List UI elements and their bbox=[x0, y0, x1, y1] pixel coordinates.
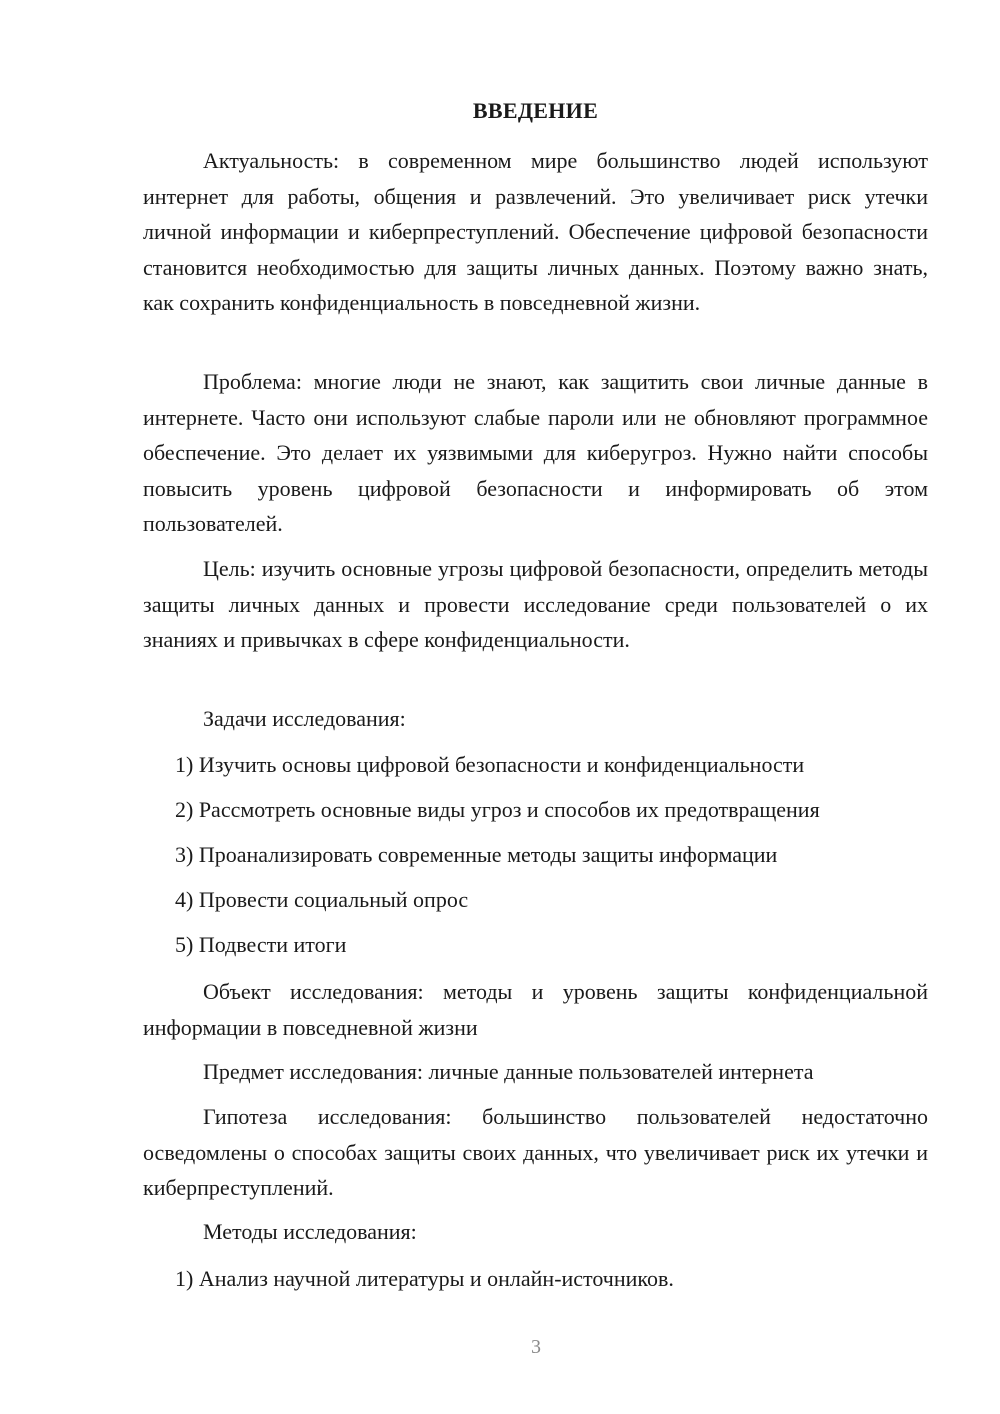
list-item: 5) Подвести итоги bbox=[175, 932, 347, 957]
section-title: ВВЕДЕНИЕ bbox=[472, 98, 599, 123]
list-item: 2) Рассмотреть основные виды угроз и способов их предотвращения bbox=[175, 797, 820, 822]
list-item: 1) Изучить основы цифровой безопасности и конфиденциальности bbox=[175, 752, 805, 777]
list-item: 3) Проанализировать современные методы защиты информации bbox=[175, 842, 778, 867]
relevance-paragraph: Актуальность: в современном мире большинство людей используют интернет для работы, общения и развлечений. Это увеличивает риск утечки личной информации и киберпреступлений. Обеспечение цифровой безопасности становится необходимостью для защиты личных данных. Поэтому важно знать, как сохранить конфиденциальность в повседневной жизни. bbox=[143, 148, 928, 315]
object-paragraph: Объект исследования: методы и уровень защиты конфиденциальной информации в повседневной жизни bbox=[143, 979, 928, 1040]
list-item: 4) Провести социальный опрос bbox=[175, 887, 469, 912]
page-number: 3 bbox=[531, 1336, 541, 1358]
list-item: 1) Анализ научной литературы и онлайн-источников. bbox=[175, 1266, 674, 1291]
subject-paragraph: Предмет исследования: личные данные пользователей интернета bbox=[203, 1059, 814, 1084]
tasks-heading: Задачи исследования: bbox=[203, 706, 406, 731]
hypothesis-paragraph: Гипотеза исследования: большинство пользователей недостаточно осведомлены о способах защиты своих данных, что увеличивает риск их утечки и киберпреступлений. bbox=[143, 1104, 928, 1200]
goal-paragraph: Цель: изучить основные угрозы цифровой безопасности, определить методы защиты личных данных и провести исследование среди пользователей о их знаниях и привычках в сфере конфиденциальности. bbox=[143, 556, 928, 652]
problem-paragraph: Проблема: многие люди не знают, как защитить свои личные данные в интернете. Часто они используют слабые пароли или не обновляют программное обеспечение. Это делает их уязвимыми для киберугроз. Нужно найти способы повысить уровень цифровой безопасности и информировать об этом пользователей. bbox=[143, 369, 928, 536]
methods-heading: Методы исследования: bbox=[203, 1219, 417, 1244]
